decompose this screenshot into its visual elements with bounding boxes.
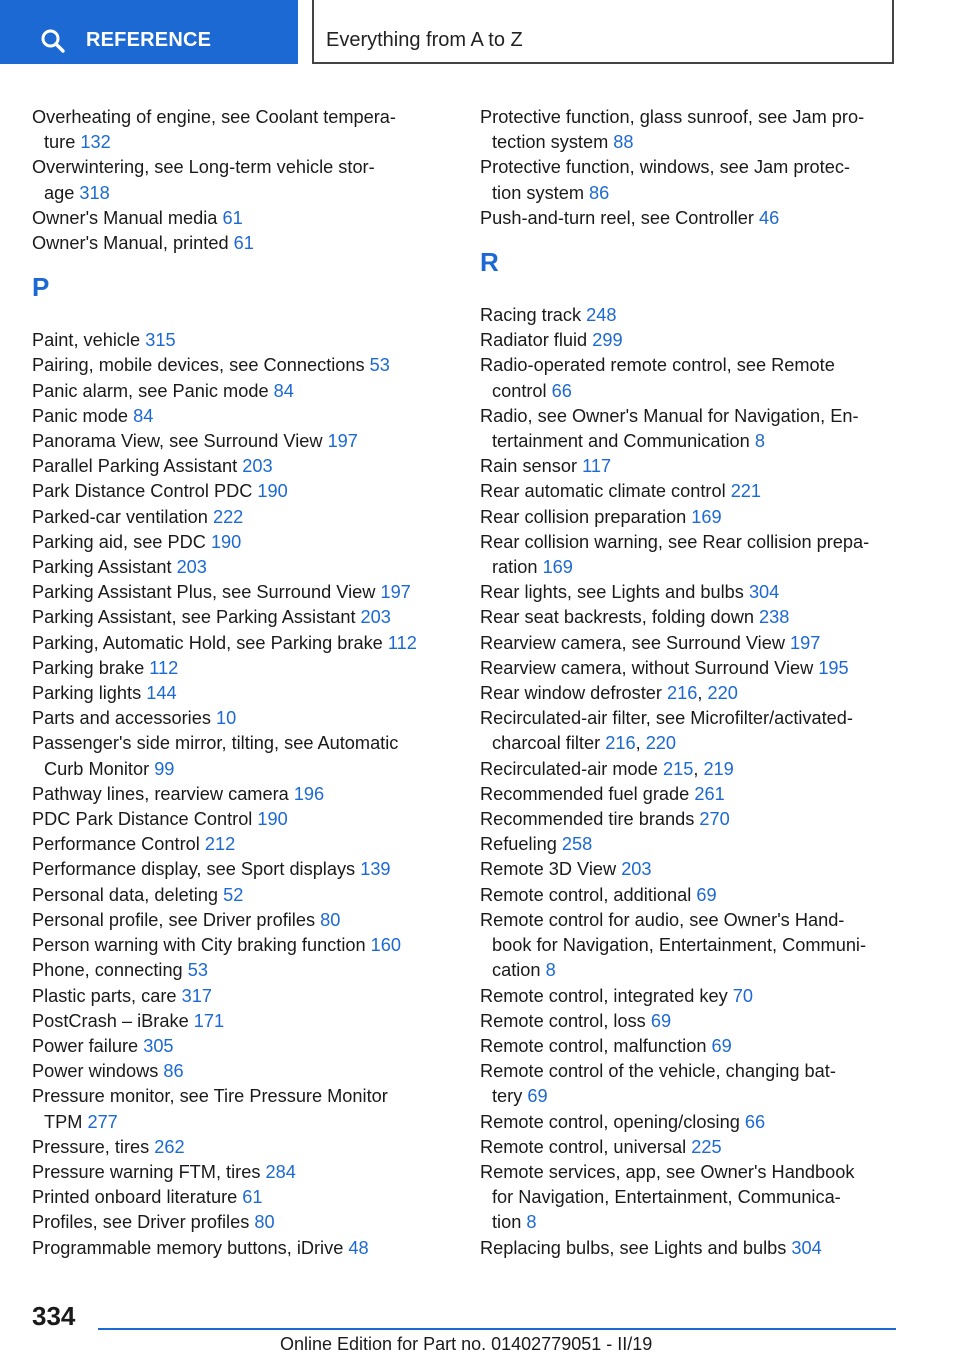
entry-text: Power failure — [32, 1035, 144, 1056]
index-entry — [32, 155, 452, 205]
index-column-right — [480, 105, 900, 1261]
entry-text: Performance Control — [32, 834, 205, 855]
entry-text: Protective function, glass sunroof, see Jam pro- — [480, 107, 865, 127]
entry-text: Radio-operated remote control, see Remote — [480, 355, 835, 376]
page-link[interactable]: 203 — [360, 607, 391, 628]
page-link[interactable]: 84 — [133, 405, 154, 426]
page-link[interactable]: 190 — [210, 531, 242, 552]
page-link[interactable]: 160 — [370, 935, 402, 956]
entry-text: Pressure warning FTM, tires — [32, 1161, 266, 1182]
page-link[interactable]: 80 — [320, 909, 341, 930]
entry-text: Profiles, see Driver profiles — [32, 1212, 255, 1233]
entry-text: Pressure monitor, see Tire Pressure Monitor — [32, 1086, 388, 1107]
index-entry — [32, 1236, 452, 1261]
entry-text: Pairing, mobile devices, see Connections — [32, 355, 370, 376]
entry-text: Racing track — [480, 305, 587, 326]
entries-r — [480, 303, 900, 1261]
index-entry — [480, 631, 900, 656]
entry-text: charcoal filter — [492, 733, 606, 754]
entry-text: Rearview camera, without Surround View — [480, 657, 819, 678]
page-link[interactable]: 70 — [732, 985, 753, 1006]
tab-reference[interactable] — [0, 0, 298, 64]
footer-divider — [98, 1328, 896, 1330]
entry-text: Performance display, see Sport displays — [32, 859, 361, 880]
entry-text: Curb Monitor — [44, 758, 155, 779]
section-title: Everything from A to Z — [326, 29, 523, 51]
page-link[interactable]: 299 — [592, 330, 623, 351]
entry-text: Parking, Automatic Hold, see Parking brake — [32, 632, 388, 653]
entry-text: Owner's Manual, printed — [32, 233, 234, 254]
page-link[interactable]: 203 — [621, 859, 652, 880]
page-separator: , — [697, 683, 708, 704]
index-column-left — [32, 105, 452, 1261]
entry-text: Overheating of engine, see Coolant tempera- — [32, 107, 396, 127]
entry-text: Rear automatic climate control — [480, 481, 731, 502]
index-entry — [32, 731, 452, 781]
page-link[interactable]: 197 — [790, 632, 821, 653]
entry-text: PDC Park Distance Control — [32, 809, 258, 830]
entry-text: Remote control, opening/closing — [480, 1111, 745, 1132]
section-letter-r: R — [480, 247, 499, 278]
entry-text: Radio, see Owner's Manual for Navigation, En- — [480, 405, 859, 426]
page-link[interactable]: 248 — [586, 305, 617, 326]
page-link[interactable]: 88 — [613, 132, 634, 153]
page-link[interactable]: 216 — [667, 683, 698, 704]
entry-text: Remote control, integrated key — [480, 985, 733, 1006]
index-entry — [480, 404, 900, 454]
page-link[interactable]: 8 — [754, 431, 765, 452]
page-link[interactable]: 197 — [327, 431, 358, 452]
index-entry — [480, 706, 900, 756]
index-entry — [32, 605, 452, 630]
page-link[interactable]: 69 — [650, 1010, 672, 1031]
page-link[interactable]: 8 — [526, 1212, 537, 1233]
entry-text: Rear window defroster — [480, 683, 668, 704]
index-entry — [480, 206, 900, 231]
entry-text: Parallel Parking Assistant — [32, 456, 243, 477]
index-entry — [480, 454, 900, 479]
page-link[interactable]: 144 — [146, 683, 177, 704]
index-entry — [32, 1009, 452, 1034]
page-link[interactable]: 8 — [545, 960, 556, 981]
search-icon — [40, 28, 66, 54]
entry-text: Rear lights, see Lights and bulbs — [480, 582, 749, 603]
page-link[interactable]: 220 — [707, 683, 738, 704]
entry-text: Phone, connecting — [32, 960, 188, 981]
index-entry — [32, 1059, 452, 1084]
entry-text: Passenger's side mirror, tilting, see Automatic — [32, 733, 399, 754]
entries-before-p — [32, 105, 452, 256]
page-link[interactable]: 197 — [380, 582, 411, 603]
page-link[interactable]: 112 — [387, 632, 417, 653]
entry-text: Rear collision warning, see Rear collision prepa- — [480, 531, 870, 552]
page-link[interactable]: 10 — [215, 708, 237, 729]
index-entry — [32, 984, 452, 1009]
index-entry — [480, 782, 900, 807]
entry-text: Parking brake — [32, 657, 150, 678]
page-link[interactable]: 190 — [257, 809, 288, 830]
index-entry — [32, 353, 452, 378]
page-link[interactable]: 196 — [293, 783, 325, 804]
index-entry — [480, 605, 900, 630]
index-entry — [480, 505, 900, 530]
index-entry — [32, 681, 452, 706]
page-link[interactable]: 318 — [79, 182, 110, 203]
header — [0, 0, 960, 66]
page-link[interactable]: 203 — [242, 456, 273, 477]
index-entry — [480, 155, 900, 205]
entry-text: Panic mode — [32, 405, 134, 426]
index-entry — [480, 303, 900, 328]
page-link[interactable]: 169 — [691, 506, 722, 527]
entry-text: PostCrash – iBrake — [32, 1010, 194, 1031]
entry-text: Refueling — [480, 834, 562, 855]
index-entry — [32, 1084, 452, 1134]
entry-text: TPM — [44, 1111, 88, 1132]
index-entry — [480, 1110, 900, 1135]
page-link[interactable]: 304 — [791, 1237, 822, 1258]
entry-text: Remote services, app, see Owner's Handbook — [480, 1161, 855, 1182]
index-entry — [32, 1185, 452, 1210]
page-link[interactable]: 99 — [154, 758, 175, 779]
entry-text: Overwintering, see Long-term vehicle stor- — [32, 157, 375, 178]
page-link[interactable]: 48 — [348, 1237, 369, 1258]
index-entry — [480, 353, 900, 403]
page-link[interactable]: 261 — [694, 783, 725, 804]
entry-text: Remote control, additional — [480, 884, 697, 905]
entry-text: ration — [492, 557, 543, 578]
index-entry — [32, 454, 452, 479]
index-entry — [32, 555, 452, 580]
entry-text: Remote control for audio, see Owner's Hand- — [480, 909, 845, 930]
index-entry — [32, 1210, 452, 1235]
entry-text: Power windows — [32, 1061, 164, 1082]
page-link[interactable]: 52 — [223, 884, 244, 905]
page-link[interactable]: 219 — [703, 758, 734, 779]
index-entry — [480, 1160, 900, 1236]
entry-text: Rain sensor — [480, 456, 583, 477]
entry-text: Panic alarm, see Panic mode — [32, 380, 274, 401]
page-link[interactable]: 86 — [163, 1061, 184, 1082]
entry-text: Rearview camera, see Surround View — [480, 632, 791, 653]
index-entry — [480, 479, 900, 504]
entry-text: Parked-car ventilation — [32, 506, 213, 527]
index-entry — [480, 328, 900, 353]
page-link[interactable]: 195 — [818, 657, 849, 678]
page-separator: , — [635, 733, 646, 754]
index-entry — [32, 908, 452, 933]
page-link[interactable]: 215 — [662, 758, 694, 779]
index-entry — [480, 1236, 900, 1261]
page-link[interactable]: 61 — [233, 233, 254, 254]
entry-text: Remote control of the vehicle, changing bat- — [480, 1061, 836, 1082]
page-link[interactable]: 203 — [176, 557, 207, 578]
page-link[interactable]: 216 — [605, 733, 636, 754]
index-entry — [480, 832, 900, 857]
index-entry — [32, 958, 452, 983]
page-separator: , — [693, 758, 704, 779]
entry-text: Person warning with City braking function — [32, 935, 371, 956]
page-link[interactable]: 304 — [748, 582, 780, 603]
index-entry — [480, 807, 900, 832]
page-link[interactable]: 132 — [80, 132, 111, 153]
entry-text: Recommended fuel grade — [480, 783, 695, 804]
page-link[interactable]: 169 — [542, 557, 573, 578]
section-letter-p: P — [32, 272, 50, 303]
index-entry — [480, 681, 900, 706]
index-entry — [480, 580, 900, 605]
index-entry — [32, 1034, 452, 1059]
entry-text: book for Navigation, Entertainment, Communi- — [492, 935, 867, 956]
entry-text: Personal data, deleting — [32, 884, 224, 905]
index-entry — [480, 1009, 900, 1034]
page-link[interactable]: 69 — [696, 884, 717, 905]
page-link[interactable]: 270 — [699, 809, 730, 830]
page-link[interactable]: 53 — [187, 960, 208, 981]
page-link[interactable]: 53 — [369, 355, 390, 376]
page-link[interactable]: 61 — [242, 1187, 263, 1208]
index-entry — [32, 328, 452, 353]
index-entry — [32, 832, 452, 857]
index-entry — [32, 1160, 452, 1185]
index-entry — [32, 807, 452, 832]
page-link[interactable]: 212 — [204, 834, 236, 855]
page-link[interactable]: 171 — [193, 1010, 225, 1031]
index-entry — [480, 908, 900, 984]
page-link[interactable]: 222 — [212, 506, 244, 527]
page-link[interactable]: 221 — [730, 481, 762, 502]
entry-text: tery — [492, 1086, 528, 1107]
entry-text: Owner's Manual media — [32, 207, 223, 228]
entry-text: Radiator fluid — [480, 330, 593, 351]
entry-text: tertainment and Communication — [492, 431, 755, 452]
page-link[interactable]: 277 — [87, 1111, 118, 1132]
page-link[interactable]: 220 — [645, 733, 677, 754]
page-link[interactable]: 69 — [527, 1086, 548, 1107]
entry-text: Parking Assistant — [32, 557, 177, 578]
page-link[interactable]: 84 — [273, 380, 294, 401]
index-entry — [32, 656, 452, 681]
entry-text: Parking Assistant Plus, see Surround View — [32, 582, 381, 603]
entry-text: Panorama View, see Surround View — [32, 431, 328, 452]
index-entry — [480, 105, 900, 155]
page-link[interactable]: 61 — [222, 207, 243, 228]
index-entry — [32, 857, 452, 882]
index-entry — [32, 782, 452, 807]
entries-p — [32, 328, 452, 1261]
index-entry — [32, 105, 452, 155]
tab-reference-label: REFERENCE — [86, 29, 212, 51]
entry-text: Parts and accessories — [32, 708, 216, 729]
index-entry — [480, 757, 900, 782]
entry-text: for Navigation, Entertainment, Communica- — [492, 1187, 841, 1208]
page-link[interactable]: 225 — [691, 1136, 722, 1157]
index-entry — [32, 231, 452, 256]
page-link[interactable]: 317 — [181, 985, 212, 1006]
index-entry — [32, 631, 452, 656]
entry-text: Remote control, universal — [480, 1136, 692, 1157]
index-entry — [480, 857, 900, 882]
entry-text: Pathway lines, rearview camera — [32, 783, 294, 804]
page-link[interactable]: 69 — [711, 1035, 732, 1056]
entry-text: Protective function, windows, see Jam protec- — [480, 157, 850, 178]
index-entry — [32, 429, 452, 454]
index-entry — [32, 505, 452, 530]
entry-text: Park Distance Control PDC — [32, 481, 258, 502]
page-link[interactable]: 139 — [360, 859, 391, 880]
entry-text: Push-and-turn reel, see Controller — [480, 207, 760, 228]
index-entry — [480, 656, 900, 681]
tab-section[interactable] — [312, 0, 894, 64]
index-entry — [32, 933, 452, 958]
entry-text: control — [492, 380, 552, 401]
entry-text: Parking lights — [32, 683, 147, 704]
index-entry — [32, 883, 452, 908]
page-link[interactable]: 117 — [582, 456, 612, 477]
index-entry — [32, 479, 452, 504]
entry-text: Pressure, tires — [32, 1136, 155, 1157]
entry-text: age — [44, 182, 80, 203]
page-link[interactable]: 66 — [551, 380, 572, 401]
page-link[interactable]: 190 — [257, 481, 288, 502]
page-number: 334 — [32, 1301, 76, 1331]
page-link[interactable]: 86 — [589, 182, 610, 203]
entry-text: Programmable memory buttons, iDrive — [32, 1237, 349, 1258]
entry-text: Rear seat backrests, folding down — [480, 607, 760, 628]
page-link[interactable]: 46 — [759, 207, 780, 228]
index-entry — [480, 530, 900, 580]
index-entry — [480, 1135, 900, 1160]
page-link[interactable]: 315 — [145, 330, 176, 351]
index-entry — [480, 1034, 900, 1059]
entries-before-r — [480, 105, 900, 231]
entry-text: Plastic parts, care — [32, 985, 182, 1006]
page-link[interactable]: 238 — [759, 607, 790, 628]
entry-text: Remote control, loss — [480, 1010, 651, 1031]
entry-text: Printed onboard literature — [32, 1187, 243, 1208]
index-entry — [32, 530, 452, 555]
page-link[interactable]: 112 — [149, 657, 179, 678]
page-link[interactable]: 258 — [561, 834, 593, 855]
entry-text: cation — [492, 960, 546, 981]
footer-edition: Online Edition for Part no. 01402779051 - II/19 — [280, 1334, 653, 1354]
index-entry — [32, 379, 452, 404]
index-entry — [32, 404, 452, 429]
entry-text: tion system — [492, 182, 590, 203]
page-link[interactable]: 305 — [143, 1035, 174, 1056]
entry-text: Parking aid, see PDC — [32, 531, 211, 552]
entry-text: Rear collision preparation — [480, 506, 692, 527]
page-link[interactable]: 262 — [154, 1136, 185, 1157]
index-entry — [32, 706, 452, 731]
index-entry — [480, 1059, 900, 1109]
entry-text: Parking Assistant, see Parking Assistant — [32, 607, 361, 628]
entry-text: Recirculated-air filter, see Microfilter/activated- — [480, 708, 853, 729]
entry-text: Recirculated-air mode — [480, 758, 663, 779]
entry-text: Personal profile, see Driver profiles — [32, 909, 321, 930]
entry-text: Paint, vehicle — [32, 330, 146, 351]
entry-text: Recommended tire brands — [480, 809, 700, 830]
page-link[interactable]: 66 — [744, 1111, 766, 1132]
entry-text: ture — [44, 132, 81, 153]
entry-text: Replacing bulbs, see Lights and bulbs — [480, 1237, 792, 1258]
index-entry — [480, 883, 900, 908]
page-link[interactable]: 80 — [254, 1212, 275, 1233]
index-entry — [32, 1135, 452, 1160]
entry-text: tection system — [492, 132, 614, 153]
page-link[interactable]: 284 — [265, 1161, 296, 1182]
index-entry — [32, 580, 452, 605]
index-entry — [32, 206, 452, 231]
index-entry — [480, 984, 900, 1009]
entry-text: tion — [492, 1212, 527, 1233]
entry-text: Remote control, malfunction — [480, 1035, 712, 1056]
entry-text: Remote 3D View — [480, 859, 622, 880]
